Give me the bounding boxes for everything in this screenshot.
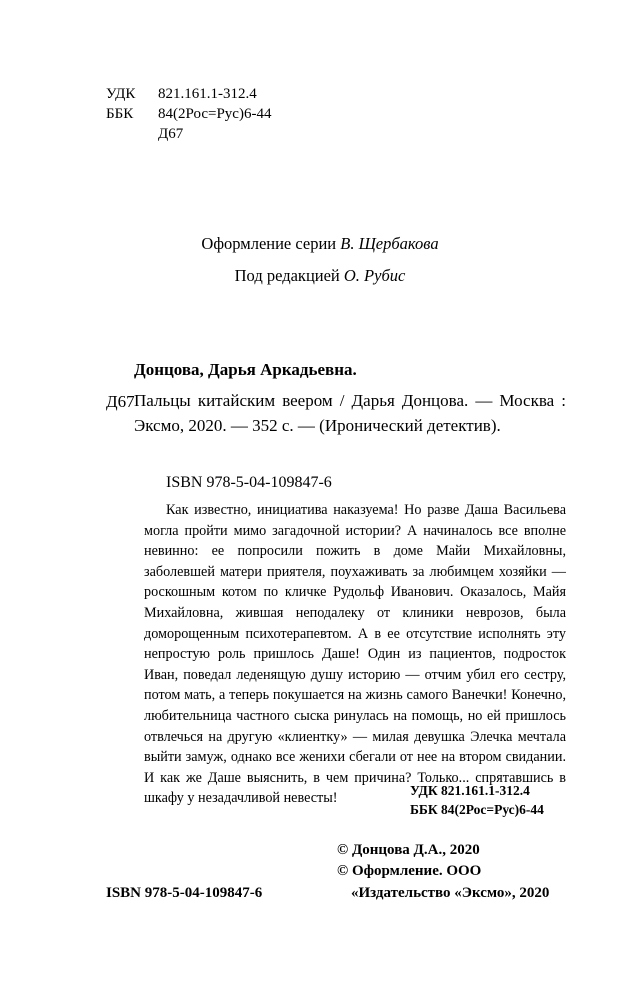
- footer-bbk: ББК 84(2Рос=Рус)6-44: [410, 802, 544, 817]
- series-design-credit: [0, 234, 640, 254]
- edited-by-label: Под редакцией: [234, 266, 340, 285]
- series-design-name: В. Щербакова: [340, 234, 439, 253]
- udk-value: 821.161.1-312.4: [158, 86, 257, 102]
- copyright-design: © Оформление. ООО: [337, 863, 482, 879]
- copyright-publisher: «Издательство «Эксмо», 2020: [351, 885, 550, 901]
- bbk-value: 84(2Рос=Рус)6-44: [158, 106, 272, 122]
- description-text: Пальцы китайским веером / Дарья Донцова. — Москва : Эксмо, 2020. — 352 с. — (Иронический детектив).: [134, 391, 566, 435]
- author-mark: Д67: [158, 126, 184, 142]
- series-design-label: Оформление серии: [201, 234, 337, 253]
- footer-isbn: ISBN 978-5-04-109847-6: [106, 885, 263, 901]
- bibliographic-description: [134, 388, 566, 438]
- annotation: Как известно, инициатива наказуема! Но разве Даша Васильева могла пройти мимо загадочной истории? А начиналось все вполне невинно: ее попросили пожить в доме Майи Михайловны, заболевшей матери приятеля, поухаживать за любимцем хозяйки — роскошным котом по кличке Рудольф Иванович. Оказалось, Майя Михайловна, жившая неподалеку от клиники неврозов, была доморощенным психотерапевтом. А в ее отсутствие исполнять эту непростую роль пришлось Даше! Один из пациентов, подросток Иван, поведал леденящую душу историю — отчим убил его сестру, потом мать, а теперь покушается на жизнь самого Ванечки! Конечно, любительница частного сыска ринулась на помощь, но ей пришлось отвлечься на другую «клиентку» — милая девушка Элечка мечтала выйти замуж, однако все женихи сбегали от нее на втором свидании. И как же Даше выяснить, в чем причина? Только... спрятавшись в шкафу у незадачливой невесты!: [144, 502, 566, 807]
- editor-credit: [0, 266, 640, 286]
- record-isbn: ISBN 978-5-04-109847-6: [166, 474, 332, 491]
- copyright-author: © Донцова Д.А., 2020: [337, 842, 480, 858]
- record-code: Д67: [106, 392, 135, 411]
- udk-label: УДК: [106, 86, 136, 102]
- edited-by-name: О. Рубис: [343, 266, 406, 285]
- record-author: Донцова, Дарья Аркадьевна.: [134, 360, 357, 379]
- footer-udk: УДК 821.161.1-312.4: [410, 783, 530, 798]
- bbk-label: ББК: [106, 106, 134, 122]
- bbk-line: [106, 104, 271, 124]
- udk-line: [106, 84, 257, 104]
